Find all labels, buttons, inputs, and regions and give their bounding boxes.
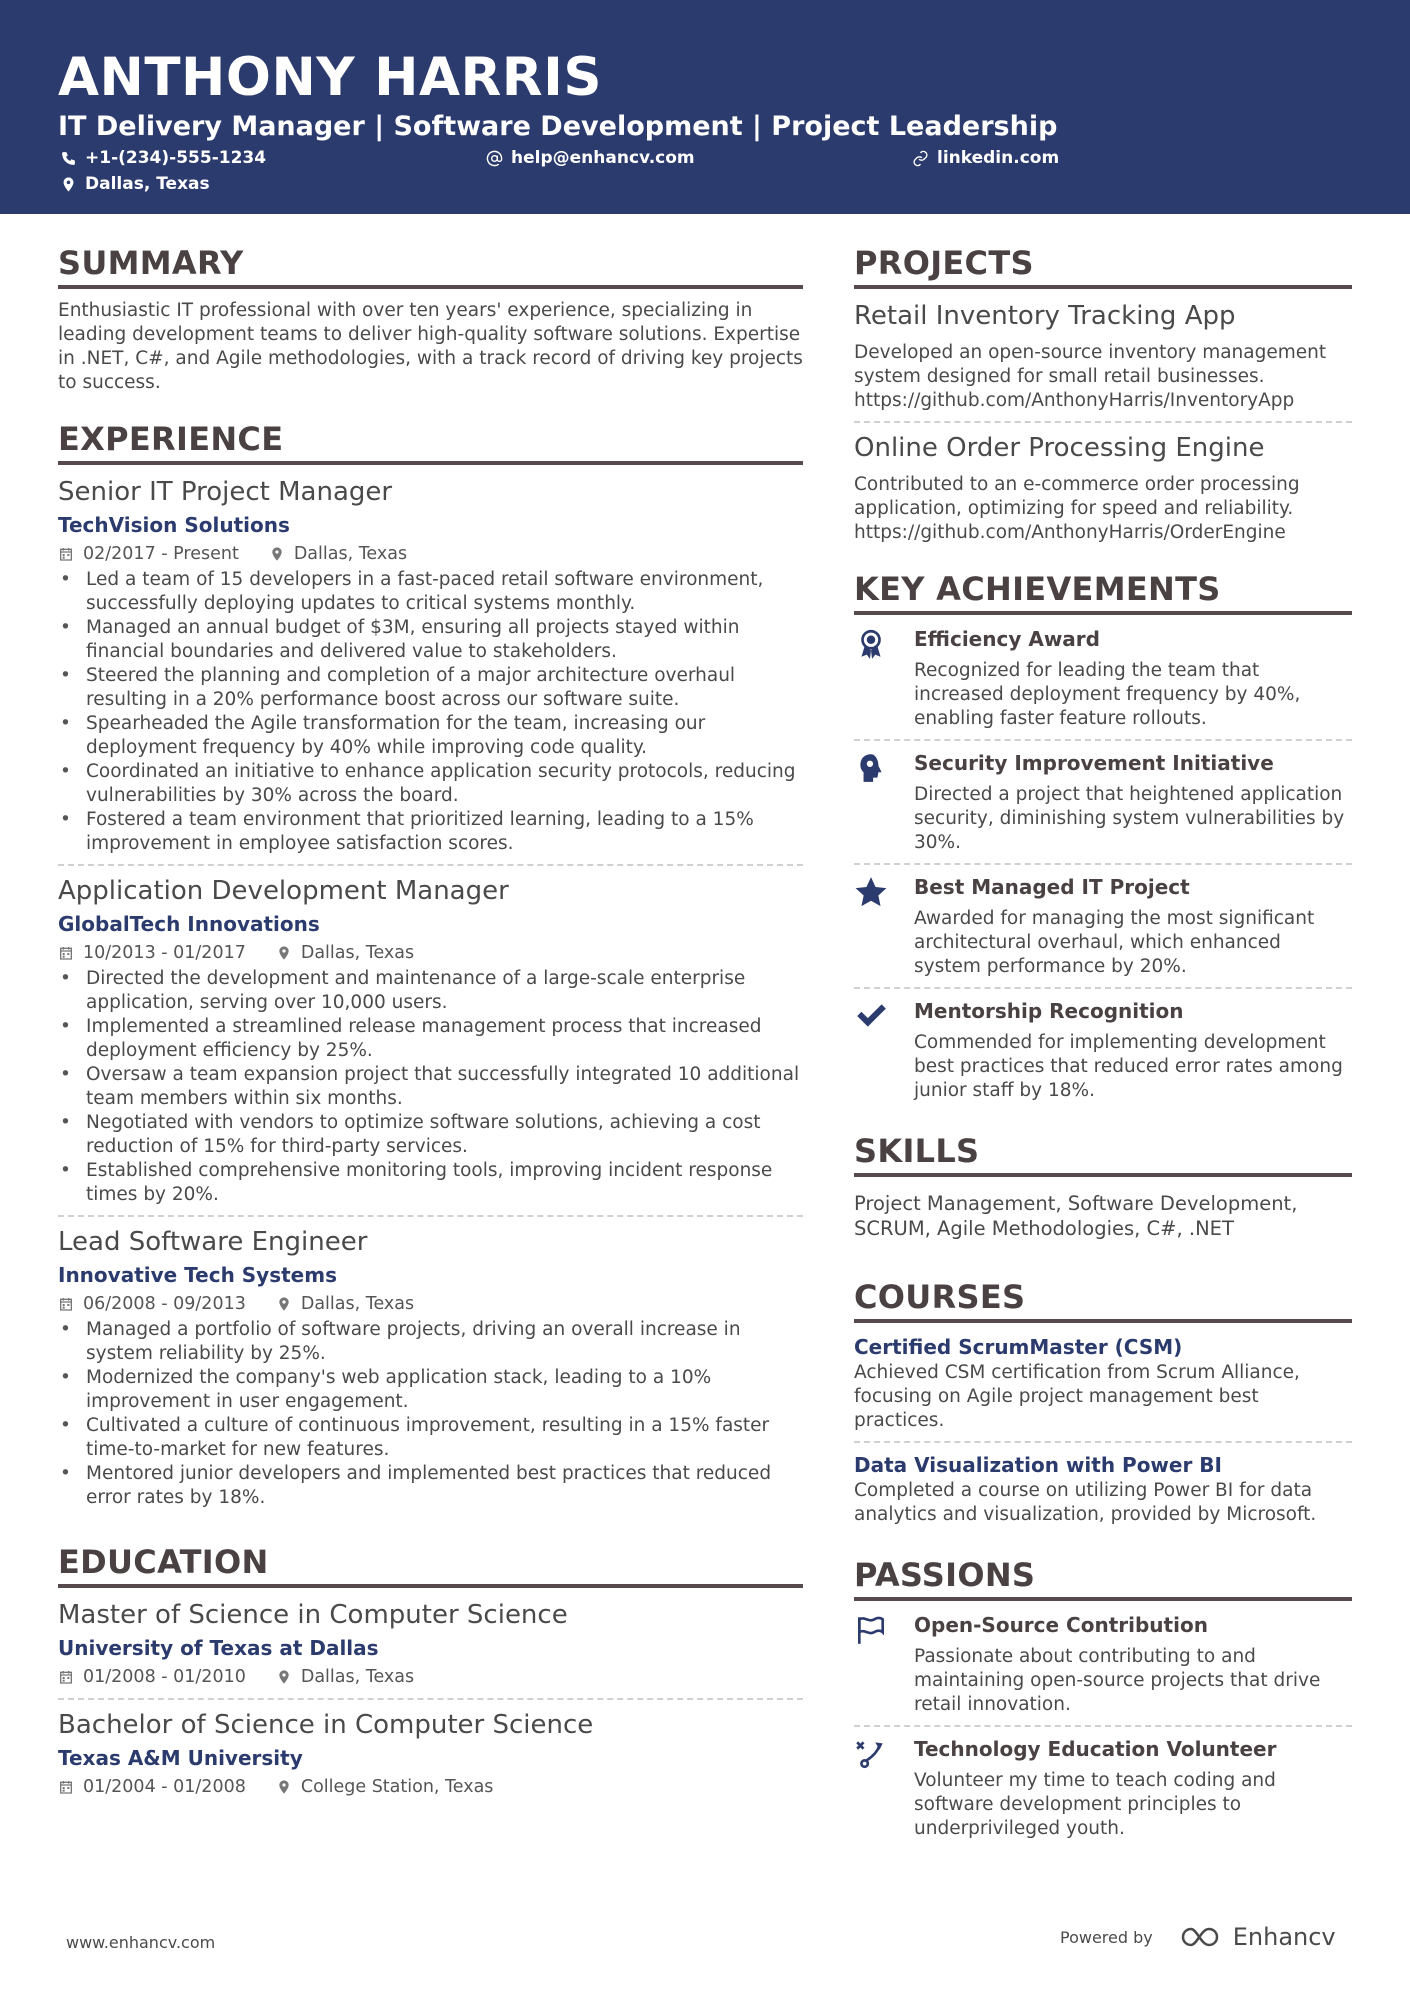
achievement-desc: Recognized for leading the team that increased deployment frequency by 40%, enabling faster feature rollouts. (914, 660, 1301, 729)
project-title: Online Order Processing Engine (854, 433, 1265, 463)
achievement-desc: Awarded for managing the most significant architectural overhaul, which enhanced system performance by 20%. (914, 908, 1315, 977)
courses-section (854, 1277, 1352, 1527)
entry-divider (58, 1698, 803, 1700)
job-dates: 02/2017 - Present (83, 544, 239, 564)
projects-section (854, 243, 1352, 545)
footer-branding[interactable] (1060, 1923, 1336, 1951)
achievement-title: Best Managed IT Project (914, 875, 1190, 899)
achievement-item (854, 749, 1352, 855)
job-role: Lead Software Engineer (58, 1227, 368, 1257)
left-column (58, 243, 803, 1824)
job-location: Dallas, Texas (293, 544, 408, 564)
project-entry (854, 299, 1352, 413)
achievement-item (854, 997, 1352, 1103)
project-url[interactable]: https://github.com/AnthonyHarris/InventoryApp (854, 390, 1295, 411)
bullet-item: • Oversaw a team expansion project that successfully integrated 10 additional team members within six months. (58, 1063, 803, 1111)
bullet-item: • Managed an annual budget of $3M, ensuring all projects stayed within financial boundaries and delivered value to stakeholders. (58, 616, 803, 664)
link-icon (912, 150, 929, 167)
bullet-item: • Established comprehensive monitoring tools, improving incident response times by 20%. (58, 1159, 803, 1207)
contact-phone (60, 147, 266, 169)
project-url[interactable]: https://github.com/AnthonyHarris/OrderEngine (854, 522, 1286, 543)
job-dates: 06/2008 - 09/2013 (83, 1294, 246, 1314)
education-meta (58, 1664, 803, 1690)
footer-website[interactable]: www.enhancv.com (66, 1933, 216, 1952)
education-location: Dallas, Texas (300, 1667, 415, 1687)
experience-entry (58, 1225, 803, 1510)
entry-divider (854, 1441, 1352, 1443)
location-pin-icon (276, 945, 292, 961)
section-title-summary: SUMMARY (58, 243, 803, 289)
passions-section (854, 1555, 1352, 1841)
powered-by-text: Powered by (1060, 1927, 1153, 1947)
job-bullets (58, 967, 803, 1207)
contact-email[interactable] (486, 147, 695, 169)
course-desc: Achieved CSM certification from Scrum Alliance, focusing on Agile project management best practices. (854, 1362, 1300, 1431)
degree-title: Master of Science in Computer Science (58, 1600, 568, 1630)
school-name: Texas A&M University (58, 1746, 303, 1770)
job-bullets (58, 1318, 803, 1510)
bullet-item: • Steered the planning and completion of a major architecture overhaul resulting in a 20% performance boost across our software suite. (58, 664, 803, 712)
education-section (58, 1542, 803, 1800)
section-title-skills: SKILLS (854, 1131, 1352, 1177)
job-company: Innovative Tech Systems (58, 1263, 337, 1287)
bullet-item: • Managed a portfolio of software projects, driving an overall increase in system reliability by 25%. (58, 1318, 803, 1366)
location-text: Dallas, Texas (85, 174, 210, 194)
bullet-item: • Spearheaded the Agile transformation for the team, increasing our deployment frequency by 40% while improving code quality. (58, 712, 803, 760)
achievement-item (854, 625, 1352, 731)
skills-text: Project Management, Software Development, SCRUM, Agile Methodologies, C#, .NET (854, 1192, 1298, 1240)
head-brain-icon (854, 751, 888, 785)
star-icon (854, 875, 888, 909)
section-title-achievements: KEY ACHIEVEMENTS (854, 569, 1352, 615)
strategy-play-icon (854, 1737, 888, 1771)
job-role: Application Development Manager (58, 876, 509, 906)
job-meta (58, 1291, 803, 1317)
job-location: Dallas, Texas (300, 1294, 415, 1314)
job-dates: 10/2013 - 01/2017 (83, 943, 246, 963)
job-role: Senior IT Project Manager (58, 477, 393, 507)
award-ribbon-icon (854, 627, 888, 661)
email-text[interactable]: help@enhancv.com (511, 148, 695, 168)
entry-divider (854, 1725, 1352, 1727)
contact-location (60, 173, 210, 195)
education-dates: 01/2008 - 01/2010 (83, 1667, 246, 1687)
section-title-experience: EXPERIENCE (58, 419, 803, 465)
entry-divider (854, 739, 1352, 741)
entry-divider (854, 987, 1352, 989)
bullet-item: • Directed the development and maintenance of a large-scale enterprise application, serving over 10,000 users. (58, 967, 803, 1015)
bullet-item: • Fostered a team environment that prioritized learning, leading to a 15% improvement in employee satisfaction scores. (58, 808, 803, 856)
experience-entry (58, 475, 803, 856)
flag-icon (854, 1613, 888, 1647)
passion-title: Open-Source Contribution (914, 1613, 1208, 1637)
course-title: Certified ScrumMaster (CSM) (854, 1335, 1183, 1359)
experience-section (58, 419, 803, 1510)
entry-divider (58, 1215, 803, 1217)
bullet-item: • Led a team of 15 developers in a fast-paced retail software environment, successfully deploying updates to critical systems monthly. (58, 568, 803, 616)
achievements-section (854, 569, 1352, 1103)
calendar-icon (58, 1296, 74, 1312)
skills-section (854, 1131, 1352, 1241)
achievement-desc: Directed a project that heightened application security, diminishing system vulnerabilities by 30%. (914, 784, 1345, 853)
bullet-item: • Mentored junior developers and implemented best practices that reduced error rates by 18%. (58, 1462, 803, 1510)
education-dates: 01/2004 - 01/2008 (83, 1777, 246, 1797)
resume-header (0, 0, 1410, 214)
project-desc: Developed an open-source inventory management system designed for small retail businesses. (854, 342, 1327, 387)
job-location: Dallas, Texas (300, 943, 415, 963)
passion-item (854, 1611, 1352, 1717)
location-pin-icon (276, 1296, 292, 1312)
job-company: TechVision Solutions (58, 513, 290, 537)
degree-title: Bachelor of Science in Computer Science (58, 1710, 594, 1740)
passion-desc: Passionate about contributing to and maintaining open-source projects that drive retail innovation. (914, 1646, 1321, 1715)
section-title-passions: PASSIONS (854, 1555, 1352, 1601)
brand-name: Enhancv (1232, 1923, 1336, 1951)
job-meta (58, 541, 803, 567)
course-entry (854, 1451, 1352, 1527)
section-title-projects: PROJECTS (854, 243, 1352, 289)
entry-divider (854, 863, 1352, 865)
school-name: University of Texas at Dallas (58, 1636, 379, 1660)
calendar-icon (58, 945, 74, 961)
passion-desc: Volunteer my time to teach coding and software development principles to underprivileged youth. (914, 1770, 1276, 1839)
calendar-icon (58, 546, 74, 562)
experience-entry (58, 874, 803, 1207)
location-pin-icon (276, 1669, 292, 1685)
achievement-item (854, 873, 1352, 979)
education-location: College Station, Texas (300, 1777, 494, 1797)
at-sign-icon (486, 150, 503, 167)
calendar-icon (58, 1669, 74, 1685)
section-title-courses: COURSES (854, 1277, 1352, 1323)
calendar-icon (58, 1779, 74, 1795)
education-entry (58, 1598, 803, 1690)
location-pin-icon (276, 1779, 292, 1795)
project-title: Retail Inventory Tracking App (854, 301, 1236, 331)
enhancv-logo-icon (1179, 1924, 1225, 1950)
job-bullets (58, 568, 803, 856)
bullet-item: • Cultivated a culture of continuous improvement, resulting in a 15% faster time-to-market for new features. (58, 1414, 803, 1462)
course-entry (854, 1333, 1352, 1433)
candidate-name: ANTHONY HARRIS (58, 47, 603, 108)
entry-divider (854, 421, 1352, 423)
linkedin-text[interactable]: linkedin.com (937, 148, 1060, 168)
project-desc: Contributed to an e-commerce order processing application, optimizing for speed and reliability. (854, 474, 1300, 519)
education-meta (58, 1774, 803, 1800)
checkmark-icon (854, 999, 888, 1033)
passion-title: Technology Education Volunteer (914, 1737, 1277, 1761)
course-desc: Completed a course on utilizing Power BI for data analytics and visualization, provided by Microsoft. (854, 1480, 1317, 1525)
bullet-item: • Implemented a streamlined release management process that increased deployment efficiency by 25%. (58, 1015, 803, 1063)
achievement-title: Security Improvement Initiative (914, 751, 1274, 775)
section-title-education: EDUCATION (58, 1542, 803, 1588)
bullet-item: • Coordinated an initiative to enhance application security protocols, reducing vulnerabilities by 30% across the board. (58, 760, 803, 808)
summary-section (58, 243, 803, 395)
achievement-title: Mentorship Recognition (914, 999, 1184, 1023)
candidate-title: IT Delivery Manager | Software Development | Project Leadership (58, 111, 1058, 142)
phone-text: +1-(234)-555-1234 (85, 148, 267, 168)
course-title: Data Visualization with Power BI (854, 1453, 1222, 1477)
bullet-item: • Modernized the company's web application stack, leading to a 10% improvement in user engagement. (58, 1366, 803, 1414)
job-meta (58, 940, 803, 966)
project-entry (854, 431, 1352, 545)
passion-item (854, 1735, 1352, 1841)
summary-text: Enthusiastic IT professional with over ten years' experience, specializing in leading development teams to deliver high-quality software solutions. Expertise in .NET, C#, and Agile methodologies, with a track record of driving key projects to success. (58, 300, 803, 393)
location-pin-icon (60, 176, 77, 193)
education-entry (58, 1708, 803, 1800)
job-company: GlobalTech Innovations (58, 912, 320, 936)
contact-linkedin[interactable] (912, 147, 1059, 169)
phone-icon (60, 150, 77, 167)
achievement-desc: Commended for implementing development best practices that reduced error rates among junior staff by 18%. (914, 1032, 1343, 1101)
entry-divider (58, 864, 803, 866)
brand-logo[interactable] (1179, 1923, 1336, 1951)
right-column (854, 243, 1352, 1865)
bullet-item: • Negotiated with vendors to optimize software solutions, achieving a cost reduction of 15% for third-party services. (58, 1111, 803, 1159)
location-pin-icon (269, 546, 285, 562)
achievement-title: Efficiency Award (914, 627, 1100, 651)
